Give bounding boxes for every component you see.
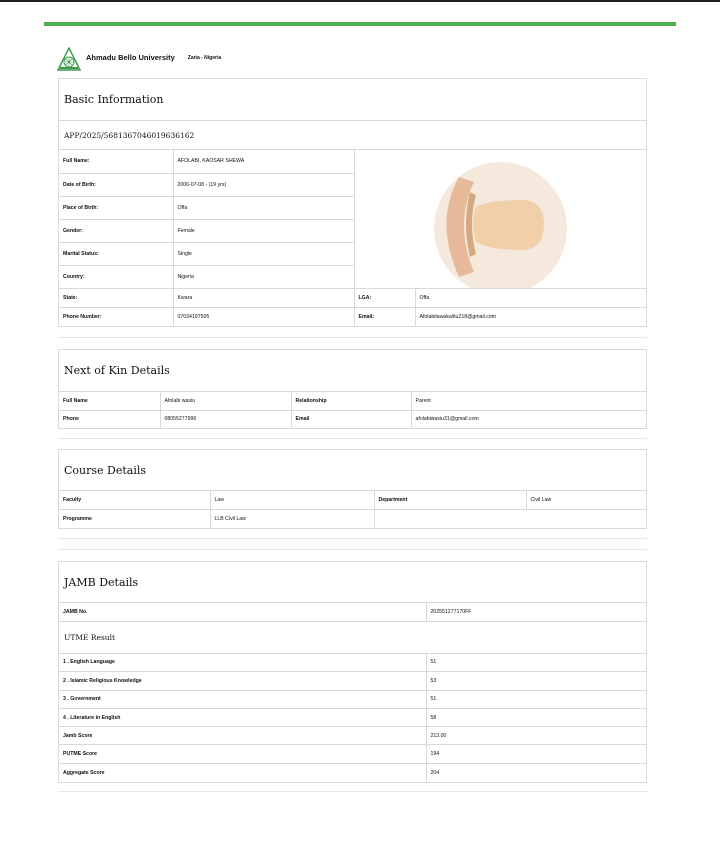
section-title: Course Details bbox=[59, 450, 646, 491]
section-title: JAMB Details bbox=[59, 562, 646, 603]
jamb-score-value: 213.00 bbox=[426, 727, 646, 745]
faculty-value: Law bbox=[210, 491, 374, 509]
field-value: AFOLABI, KAOSAR SHEWA bbox=[173, 150, 354, 173]
accent-bar bbox=[44, 22, 676, 26]
table-row bbox=[59, 392, 646, 410]
application-number: APP/2025/5681367046019636162 bbox=[59, 121, 646, 150]
table-row bbox=[59, 603, 646, 621]
course-details-card bbox=[58, 449, 647, 529]
aggregate-score-value: 204 bbox=[426, 763, 646, 781]
table-row bbox=[59, 727, 646, 745]
department-label: Department bbox=[374, 491, 526, 509]
section-title: Next of Kin Details bbox=[59, 350, 646, 392]
subject-label: 1 . English Language bbox=[59, 654, 426, 672]
jamb-score-label: Jamb Score bbox=[59, 727, 426, 745]
lga-value: Offa bbox=[415, 288, 646, 307]
subject-label: 3 . Government bbox=[59, 690, 426, 708]
field-label: Full Name: bbox=[59, 150, 173, 173]
lga-label: LGA: bbox=[354, 288, 415, 307]
subject-label: 2 . Islamic Religious Knowledge bbox=[59, 672, 426, 690]
subject-score: 53 bbox=[426, 672, 646, 690]
kin-phone-label: Phone bbox=[59, 410, 160, 428]
department-value: Civil Law bbox=[526, 491, 646, 509]
utme-result-table bbox=[59, 654, 646, 782]
user-photo-placeholder bbox=[434, 162, 567, 288]
state-value: Kwara bbox=[173, 288, 354, 307]
course-table bbox=[59, 491, 646, 528]
programme-value: LLB Civil Law bbox=[210, 509, 374, 528]
table-row bbox=[59, 307, 646, 326]
subject-score: 58 bbox=[426, 708, 646, 726]
phone-value: 07034197505 bbox=[173, 307, 354, 326]
field-value: Nigeria bbox=[173, 265, 354, 288]
person-silhouette-icon bbox=[434, 162, 567, 288]
table-row bbox=[59, 745, 646, 763]
university-name: Ahmadu Bello University bbox=[86, 52, 175, 62]
field-value: Female bbox=[173, 219, 354, 242]
kin-email-value: afolabiwasiu31@gmail.com bbox=[411, 410, 646, 428]
divider bbox=[58, 549, 647, 550]
header-brand bbox=[57, 47, 221, 71]
university-logo-icon bbox=[57, 47, 81, 71]
subject-score: 51 bbox=[426, 654, 646, 672]
aggregate-score-label: Aggregate Score bbox=[59, 763, 426, 781]
kin-relationship-label: Relationship bbox=[291, 392, 411, 410]
jamb-number-table bbox=[59, 603, 646, 622]
table-row bbox=[59, 410, 646, 428]
state-label: State: bbox=[59, 288, 173, 307]
field-label: Date of Birth: bbox=[59, 173, 173, 196]
subject-label: 4 . Literature in English bbox=[59, 708, 426, 726]
divider bbox=[58, 791, 647, 792]
empty-cell bbox=[374, 509, 646, 528]
field-label: Marital Status: bbox=[59, 242, 173, 265]
field-label: Country: bbox=[59, 265, 173, 288]
divider bbox=[58, 438, 647, 439]
divider bbox=[58, 337, 647, 338]
kin-name-label: Full Name bbox=[59, 392, 160, 410]
putme-score-value: 194 bbox=[426, 745, 646, 763]
table-row bbox=[59, 654, 646, 672]
table-row bbox=[59, 288, 646, 307]
jamb-number-label: JAMB No. bbox=[59, 603, 426, 621]
kin-email-label: Email bbox=[291, 410, 411, 428]
next-of-kin-card bbox=[58, 349, 647, 429]
table-row bbox=[59, 509, 646, 528]
kin-phone-value: 08055277996 bbox=[160, 410, 291, 428]
basic-information-card bbox=[58, 78, 647, 327]
divider bbox=[58, 538, 647, 539]
table-row bbox=[59, 708, 646, 726]
faculty-label: Faculty bbox=[59, 491, 210, 509]
email-value: Afolabitawakalitu218@gmail.com bbox=[415, 307, 646, 326]
field-value: 2006-07-08 - (19 yrs) bbox=[173, 173, 354, 196]
table-row bbox=[59, 763, 646, 781]
programme-label: Programme bbox=[59, 509, 210, 528]
utme-result-heading: UTME Result bbox=[59, 622, 646, 654]
subject-score: 51 bbox=[426, 690, 646, 708]
jamb-number-value: 202551277170FF bbox=[426, 603, 646, 621]
putme-score-label: PUTME Score bbox=[59, 745, 426, 763]
field-value: Single bbox=[173, 242, 354, 265]
table-row bbox=[59, 491, 646, 509]
email-label: Email: bbox=[354, 307, 415, 326]
field-label: Gender: bbox=[59, 219, 173, 242]
field-label: Place of Birth: bbox=[59, 196, 173, 219]
basic-info-table bbox=[59, 150, 646, 326]
university-location: Zaria - Nigeria bbox=[187, 55, 222, 61]
photo-cell bbox=[354, 150, 646, 288]
field-value: Offa bbox=[173, 196, 354, 219]
kin-name-value: Afolabi wasiu bbox=[160, 392, 291, 410]
table-row bbox=[59, 150, 646, 173]
top-border bbox=[0, 0, 720, 2]
kin-table bbox=[59, 392, 646, 428]
kin-relationship-value: Parent bbox=[411, 392, 646, 410]
table-row bbox=[59, 672, 646, 690]
table-row bbox=[59, 690, 646, 708]
jamb-details-card bbox=[58, 561, 647, 783]
section-title: Basic Information bbox=[59, 79, 646, 121]
phone-label: Phone Number: bbox=[59, 307, 173, 326]
